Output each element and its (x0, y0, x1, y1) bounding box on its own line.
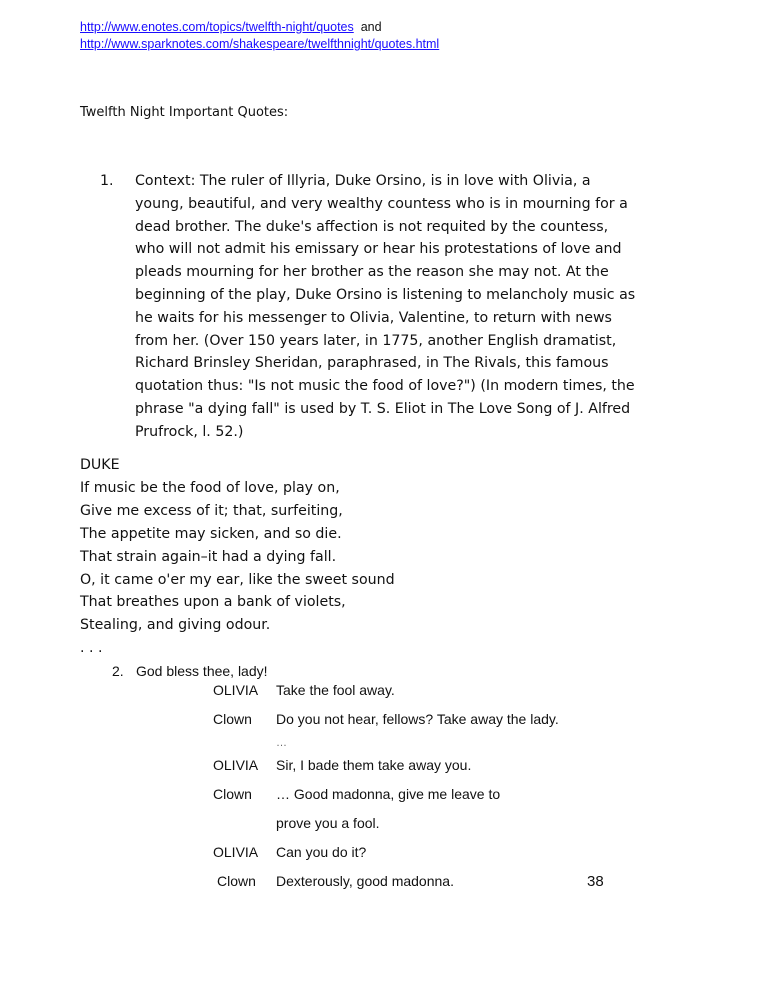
dialogue-line: Dexterously, good madonna. (276, 873, 454, 889)
and-text: and (360, 20, 382, 34)
text-line: phrase "a dying fall" is used by T. S. Eliot in The Love Song of J. Alfred (135, 400, 631, 417)
dialogue-speaker: OLIVIA (213, 757, 259, 773)
verse-line: That breathes upon a bank of violets, (80, 594, 346, 611)
verse-line: O, it came o'er my ear, like the sweet sound (80, 571, 395, 588)
verse-line: . . . (80, 640, 103, 657)
quote1-number: 1. (100, 173, 114, 189)
verse-line: Give me excess of it; that, surfeiting, (80, 502, 343, 519)
quote2-text: God bless thee, lady! (136, 663, 268, 679)
text-line: Prufrock, l. 52.) (135, 423, 244, 440)
text-line: Richard Brinsley Sheridan, paraphrased, in The Rivals, this famous (135, 355, 609, 372)
speaker-name: DUKE (80, 457, 120, 473)
dialogue-speaker: Clown (217, 873, 256, 889)
document-title: Twelfth Night Important Quotes: (80, 105, 289, 120)
text-line: dead brother. The duke's affection is not requited by the countess, (135, 218, 609, 235)
dialogue-line: Can you do it? (276, 844, 367, 860)
source-links (80, 19, 439, 53)
dialogue-speaker: OLIVIA (213, 844, 259, 860)
dialogue-line: … Good madonna, give me leave to (276, 786, 501, 802)
dialogue-line: Take the fool away. (276, 682, 395, 698)
text-line: he waits for his messenger to Olivia, Valentine, to return with news (135, 309, 612, 326)
page-number: 38 (587, 873, 604, 890)
verse-line: Stealing, and giving odour. (80, 617, 271, 634)
quote1-context (135, 170, 635, 444)
sparknotes-link[interactable]: http://www.sparknotes.com/shakespeare/twelfthnight/quotes.html (80, 37, 440, 51)
text-line: quotation thus: "Is not music the food of love?") (In modern times, the (135, 378, 635, 395)
verse-line: If music be the food of love, play on, (80, 479, 340, 496)
text-line: who will not admit his emissary or hear his protestations of love and (135, 241, 622, 258)
text-line: young, beautiful, and very wealthy countess who is in mourning for a (135, 195, 628, 212)
enotes-link[interactable]: http://www.enotes.com/topics/twelfth-night/quotes (80, 20, 354, 34)
dialogue-speaker: Clown (213, 711, 252, 727)
quote2-number: 2. (112, 663, 124, 679)
dialogue-speaker: OLIVIA (213, 682, 259, 698)
text-line: pleads mourning for her brother as the reason she may not. At the (135, 264, 609, 281)
text-line: Context: The ruler of Illyria, Duke Orsino, is in love with Olivia, a (135, 173, 591, 189)
verse-line: The appetite may sicken, and so die. (80, 525, 342, 542)
dialogue-line: Do you not hear, fellows? Take away the lady. (276, 711, 559, 727)
duke-speech (80, 454, 395, 660)
dialogue-line: Sir, I bade them take away you. (276, 757, 472, 773)
verse-line: That strain again–it had a dying fall. (80, 548, 337, 565)
text-line: from her. (Over 150 years later, in 1775, another English dramatist, (135, 332, 617, 349)
text-line: beginning of the play, Duke Orsino is listening to melancholy music as (135, 286, 636, 303)
dialogue-line: … (276, 737, 287, 749)
dialogue-line: prove you a fool. (276, 815, 380, 831)
dialogue-speaker: Clown (213, 786, 252, 802)
